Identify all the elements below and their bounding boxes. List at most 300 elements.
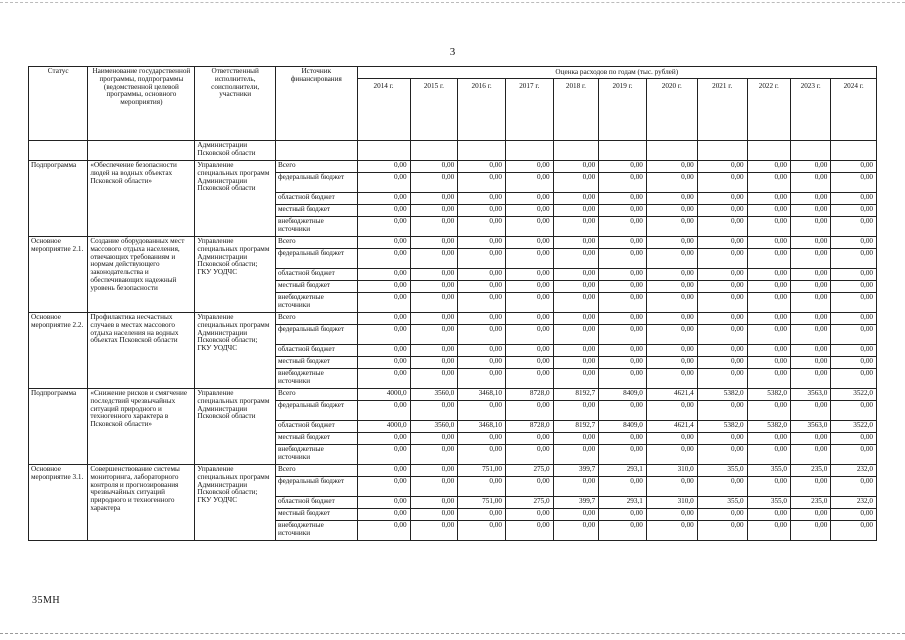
value-cell: 4621,4 bbox=[646, 421, 697, 433]
value-cell: 0,00 bbox=[505, 281, 553, 293]
value-cell: 0,00 bbox=[458, 193, 506, 205]
value-cell: 0,00 bbox=[791, 161, 831, 173]
value-cell: 0,00 bbox=[357, 477, 410, 497]
value-cell: 0,00 bbox=[553, 281, 599, 293]
header-year: 2018 г. bbox=[553, 79, 599, 141]
block-name: «Обеспечение безопасности людей на водных объектах Псковской области» bbox=[88, 161, 195, 237]
value-cell: 275,0 bbox=[505, 497, 553, 509]
value-cell: 0,00 bbox=[747, 193, 790, 205]
value-cell: 0,00 bbox=[357, 357, 410, 369]
value-cell: 0,00 bbox=[505, 269, 553, 281]
value-cell: 0,00 bbox=[697, 269, 747, 281]
value-cell: 0,00 bbox=[791, 401, 831, 421]
value-cell: 8192,7 bbox=[553, 421, 599, 433]
header-year: 2019 г. bbox=[599, 79, 647, 141]
value-cell: 0,00 bbox=[791, 509, 831, 521]
value-cell: 0,00 bbox=[357, 345, 410, 357]
value-cell: 0,00 bbox=[410, 269, 458, 281]
value-cell: 0,00 bbox=[357, 369, 410, 389]
value-cell: 0,00 bbox=[458, 173, 506, 193]
value-cell: 0,00 bbox=[599, 369, 647, 389]
value-cell: 0,00 bbox=[599, 401, 647, 421]
value-cell: 0,00 bbox=[599, 293, 647, 313]
value-cell: 0,00 bbox=[410, 465, 458, 477]
value-cell: 0,00 bbox=[553, 237, 599, 249]
value-cell: 0,00 bbox=[553, 249, 599, 269]
funding-source: внебюджетные источники bbox=[275, 217, 357, 237]
value-cell: 0,00 bbox=[357, 237, 410, 249]
value-cell: 0,00 bbox=[553, 369, 599, 389]
value-cell: 0,00 bbox=[747, 173, 790, 193]
value-cell: 0,00 bbox=[458, 509, 506, 521]
value-cell: 0,00 bbox=[357, 445, 410, 465]
value-cell: 0,00 bbox=[410, 193, 458, 205]
funding-source: областной бюджет bbox=[275, 269, 357, 281]
value-cell: 0,00 bbox=[646, 249, 697, 269]
value-cell: 0,00 bbox=[831, 217, 877, 237]
value-cell: 8728,0 bbox=[505, 421, 553, 433]
value-cell: 0,00 bbox=[410, 521, 458, 541]
value-cell: 0,00 bbox=[646, 205, 697, 217]
value-cell: 0,00 bbox=[697, 205, 747, 217]
value-cell: 3563,0 bbox=[791, 389, 831, 401]
value-cell: 0,00 bbox=[505, 161, 553, 173]
table-row bbox=[29, 313, 877, 325]
value-cell: 0,00 bbox=[747, 325, 790, 345]
value-cell: 0,00 bbox=[599, 509, 647, 521]
value-cell: 0,00 bbox=[553, 173, 599, 193]
block-status: Подпрограмма bbox=[29, 389, 88, 465]
value-cell: 0,00 bbox=[505, 401, 553, 421]
value-cell: 0,00 bbox=[747, 345, 790, 357]
value-cell: 293,1 bbox=[599, 465, 647, 477]
value-cell: 0,00 bbox=[410, 293, 458, 313]
funding-source: Всего bbox=[275, 161, 357, 173]
value-cell: 399,7 bbox=[553, 497, 599, 509]
value-cell: 0,00 bbox=[458, 325, 506, 345]
value-cell: 0,00 bbox=[553, 269, 599, 281]
value-cell: 0,00 bbox=[357, 205, 410, 217]
value-cell: 0,00 bbox=[791, 357, 831, 369]
value-cell: 0,00 bbox=[357, 521, 410, 541]
value-cell: 0,00 bbox=[505, 369, 553, 389]
value-cell: 0,00 bbox=[357, 325, 410, 345]
value-cell: 0,00 bbox=[697, 293, 747, 313]
funding-source: федеральный бюджет bbox=[275, 249, 357, 269]
value-cell: 0,00 bbox=[458, 521, 506, 541]
value-cell: 0,00 bbox=[697, 161, 747, 173]
value-cell: 0,00 bbox=[697, 445, 747, 465]
value-cell: 0,00 bbox=[791, 237, 831, 249]
value-cell: 0,00 bbox=[747, 293, 790, 313]
value-cell: 0,00 bbox=[747, 401, 790, 421]
value-cell: 0,00 bbox=[410, 237, 458, 249]
value-cell: 0,00 bbox=[697, 433, 747, 445]
funding-source: федеральный бюджет bbox=[275, 401, 357, 421]
block-status: Подпрограмма bbox=[29, 161, 88, 237]
value-cell: 0,00 bbox=[553, 345, 599, 357]
value-cell: 0,00 bbox=[410, 345, 458, 357]
value-cell: 0,00 bbox=[747, 281, 790, 293]
value-cell: 0,00 bbox=[553, 509, 599, 521]
value-cell: 0,00 bbox=[505, 205, 553, 217]
value-cell: 5382,0 bbox=[747, 421, 790, 433]
value-cell: 4000,0 bbox=[357, 389, 410, 401]
value-cell: 0,00 bbox=[791, 249, 831, 269]
value-cell: 0,00 bbox=[646, 369, 697, 389]
value-cell: 0,00 bbox=[553, 193, 599, 205]
value-cell: 0,00 bbox=[646, 281, 697, 293]
value-cell: 0,00 bbox=[831, 173, 877, 193]
value-cell: 0,00 bbox=[599, 205, 647, 217]
value-cell: 355,0 bbox=[697, 465, 747, 477]
value-cell: 0,00 bbox=[410, 313, 458, 325]
value-cell: 293,1 bbox=[599, 497, 647, 509]
value-cell: 0,00 bbox=[599, 357, 647, 369]
value-cell: 4621,4 bbox=[646, 389, 697, 401]
value-cell: 0,00 bbox=[697, 249, 747, 269]
value-cell: 0,00 bbox=[505, 509, 553, 521]
value-cell: 0,00 bbox=[646, 237, 697, 249]
value-cell: 0,00 bbox=[553, 293, 599, 313]
value-cell: 0,00 bbox=[599, 193, 647, 205]
header-status: Статус bbox=[29, 67, 88, 141]
header-year: 2023 г. bbox=[791, 79, 831, 141]
funding-source: внебюджетные источники bbox=[275, 369, 357, 389]
value-cell: 3522,0 bbox=[831, 389, 877, 401]
value-cell: 0,00 bbox=[791, 293, 831, 313]
value-cell: 0,00 bbox=[410, 205, 458, 217]
value-cell: 0,00 bbox=[553, 357, 599, 369]
value-cell: 0,00 bbox=[697, 325, 747, 345]
value-cell: 0,00 bbox=[458, 313, 506, 325]
block-executor: Управление специальных программ Администрации Псковской области bbox=[195, 161, 276, 237]
value-cell: 0,00 bbox=[791, 521, 831, 541]
value-cell: 3563,0 bbox=[791, 421, 831, 433]
value-cell: 0,00 bbox=[646, 509, 697, 521]
value-cell: 0,00 bbox=[747, 369, 790, 389]
block-name: «Снижение рисков и смягчение последствий чрезвычайных ситуаций природного и техногенного характера в Псковской области» bbox=[88, 389, 195, 465]
value-cell: 310,0 bbox=[646, 465, 697, 477]
value-cell: 0,00 bbox=[646, 325, 697, 345]
value-cell: 0,00 bbox=[505, 521, 553, 541]
value-cell: 0,00 bbox=[646, 477, 697, 497]
value-cell: 8728,0 bbox=[505, 389, 553, 401]
value-cell: 0,00 bbox=[646, 521, 697, 541]
value-cell: 0,00 bbox=[505, 345, 553, 357]
value-cell: 0,00 bbox=[791, 433, 831, 445]
value-cell: 0,00 bbox=[697, 237, 747, 249]
value-cell: 0,00 bbox=[791, 217, 831, 237]
value-cell: 0,00 bbox=[410, 173, 458, 193]
value-cell: 235,0 bbox=[791, 465, 831, 477]
value-cell: 355,0 bbox=[747, 465, 790, 477]
value-cell: 0,00 bbox=[697, 313, 747, 325]
value-cell: 0,00 bbox=[458, 477, 506, 497]
value-cell: 0,00 bbox=[599, 313, 647, 325]
header-estimate: Оценка расходов по годам (тыс. рублей) bbox=[357, 67, 876, 79]
value-cell: 0,00 bbox=[791, 205, 831, 217]
value-cell: 0,00 bbox=[646, 217, 697, 237]
value-cell: 0,00 bbox=[747, 357, 790, 369]
value-cell: 0,00 bbox=[831, 369, 877, 389]
continuation-executor: Администрации Псковской области bbox=[195, 141, 276, 161]
value-cell: 8192,7 bbox=[553, 389, 599, 401]
value-cell: 0,00 bbox=[646, 445, 697, 465]
value-cell: 0,00 bbox=[747, 269, 790, 281]
value-cell: 0,00 bbox=[697, 521, 747, 541]
value-cell: 0,00 bbox=[747, 161, 790, 173]
value-cell: 0,00 bbox=[458, 249, 506, 269]
value-cell: 0,00 bbox=[831, 269, 877, 281]
value-cell: 0,00 bbox=[646, 357, 697, 369]
value-cell: 0,00 bbox=[505, 357, 553, 369]
value-cell: 0,00 bbox=[599, 217, 647, 237]
value-cell: 0,00 bbox=[599, 345, 647, 357]
value-cell: 0,00 bbox=[599, 325, 647, 345]
block-status: Основное мероприятие 2.1. bbox=[29, 237, 88, 313]
value-cell: 0,00 bbox=[646, 161, 697, 173]
continuation-source bbox=[275, 141, 357, 161]
header-year: 2021 г. bbox=[697, 79, 747, 141]
value-cell: 5382,0 bbox=[697, 389, 747, 401]
value-cell: 0,00 bbox=[410, 357, 458, 369]
block-executor: Управление специальных программ Администрации Псковской области bbox=[195, 389, 276, 465]
value-cell: 0,00 bbox=[646, 193, 697, 205]
value-cell: 0,00 bbox=[410, 509, 458, 521]
block-executor: Управление специальных программ Администрации Псковской области; ГКУ УОДЧС bbox=[195, 465, 276, 541]
value-cell: 0,00 bbox=[747, 217, 790, 237]
header-year: 2017 г. bbox=[505, 79, 553, 141]
funding-source: федеральный бюджет bbox=[275, 325, 357, 345]
value-cell: 0,00 bbox=[599, 521, 647, 541]
value-cell: 3522,0 bbox=[831, 421, 877, 433]
value-cell: 0,00 bbox=[458, 269, 506, 281]
block-status: Основное мероприятие 3.1. bbox=[29, 465, 88, 541]
value-cell: 355,0 bbox=[747, 497, 790, 509]
value-cell: 0,00 bbox=[505, 249, 553, 269]
value-cell: 0,00 bbox=[831, 249, 877, 269]
value-cell: 0,00 bbox=[357, 433, 410, 445]
value-cell: 0,00 bbox=[505, 237, 553, 249]
value-cell: 0,00 bbox=[697, 477, 747, 497]
header-source: Источник финансирования bbox=[275, 67, 357, 141]
header-year: 2014 г. bbox=[357, 79, 410, 141]
value-cell: 0,00 bbox=[646, 313, 697, 325]
block-name: Совершенствование системы мониторинга, лабораторного контроля и прогнозирования чрезвычайных ситуаций природного и техногенного характера bbox=[88, 465, 195, 541]
block-executor: Управление специальных программ Администрации Псковской области; ГКУ УОДЧС bbox=[195, 313, 276, 389]
block-name: Профилактика несчастных случаев в местах массового отдыха населения на водных объектах Псковской области bbox=[88, 313, 195, 389]
funding-source: местный бюджет bbox=[275, 205, 357, 217]
value-cell: 0,00 bbox=[410, 325, 458, 345]
value-cell: 0,00 bbox=[831, 509, 877, 521]
value-cell: 0,00 bbox=[553, 161, 599, 173]
value-cell: 0,00 bbox=[791, 369, 831, 389]
value-cell: 0,00 bbox=[410, 249, 458, 269]
value-cell: 3468,10 bbox=[458, 421, 506, 433]
value-cell: 0,00 bbox=[747, 521, 790, 541]
value-cell: 0,00 bbox=[747, 313, 790, 325]
funding-source: федеральный бюджет bbox=[275, 173, 357, 193]
funding-source: внебюджетные источники bbox=[275, 445, 357, 465]
value-cell: 0,00 bbox=[791, 269, 831, 281]
value-cell: 0,00 bbox=[747, 509, 790, 521]
value-cell: 275,0 bbox=[505, 465, 553, 477]
value-cell: 0,00 bbox=[357, 249, 410, 269]
value-cell: 0,00 bbox=[599, 237, 647, 249]
value-cell: 0,00 bbox=[599, 477, 647, 497]
value-cell: 0,00 bbox=[646, 173, 697, 193]
value-cell: 0,00 bbox=[357, 313, 410, 325]
value-cell: 0,00 bbox=[505, 433, 553, 445]
value-cell: 0,00 bbox=[410, 433, 458, 445]
value-cell: 5382,0 bbox=[747, 389, 790, 401]
funding-source: областной бюджет bbox=[275, 421, 357, 433]
value-cell: 399,7 bbox=[553, 465, 599, 477]
header-name: Наименование государственной программы, подпрограммы (ведомственной целевой программы, основного мероприятия) bbox=[88, 67, 195, 141]
value-cell: 0,00 bbox=[697, 173, 747, 193]
value-cell: 0,00 bbox=[831, 293, 877, 313]
value-cell: 0,00 bbox=[747, 237, 790, 249]
value-cell: 0,00 bbox=[553, 205, 599, 217]
value-cell: 0,00 bbox=[553, 445, 599, 465]
value-cell: 3560,0 bbox=[410, 389, 458, 401]
value-cell: 0,00 bbox=[357, 173, 410, 193]
funding-source: областной бюджет bbox=[275, 193, 357, 205]
funding-source: местный бюджет bbox=[275, 357, 357, 369]
value-cell: 8409,0 bbox=[599, 421, 647, 433]
value-cell: 0,00 bbox=[791, 313, 831, 325]
value-cell: 751,00 bbox=[458, 465, 506, 477]
value-cell: 0,00 bbox=[697, 509, 747, 521]
value-cell: 0,00 bbox=[791, 345, 831, 357]
funding-source: местный бюджет bbox=[275, 433, 357, 445]
value-cell: 0,00 bbox=[357, 269, 410, 281]
block-executor: Управление специальных программ Администрации Псковской области; ГКУ УОДЧС bbox=[195, 237, 276, 313]
page-bottom-edge bbox=[0, 633, 905, 634]
header-year: 2020 г. bbox=[646, 79, 697, 141]
value-cell: 0,00 bbox=[357, 193, 410, 205]
value-cell: 232,0 bbox=[831, 465, 877, 477]
value-cell: 3560,0 bbox=[410, 421, 458, 433]
value-cell: 0,00 bbox=[831, 161, 877, 173]
value-cell: 0,00 bbox=[553, 433, 599, 445]
value-cell: 0,00 bbox=[831, 433, 877, 445]
value-cell: 0,00 bbox=[831, 281, 877, 293]
funding-source: местный бюджет bbox=[275, 509, 357, 521]
value-cell: 0,00 bbox=[747, 433, 790, 445]
value-cell: 0,00 bbox=[458, 345, 506, 357]
value-cell: 0,00 bbox=[410, 217, 458, 237]
table-row bbox=[29, 465, 877, 477]
value-cell: 0,00 bbox=[505, 217, 553, 237]
value-cell: 0,00 bbox=[831, 325, 877, 345]
page-top-edge bbox=[0, 2, 905, 3]
value-cell: 0,00 bbox=[505, 173, 553, 193]
value-cell: 0,00 bbox=[505, 477, 553, 497]
value-cell: 232,0 bbox=[831, 497, 877, 509]
value-cell: 0,00 bbox=[505, 445, 553, 465]
funding-source: внебюджетные источники bbox=[275, 293, 357, 313]
value-cell: 0,00 bbox=[458, 293, 506, 313]
value-cell: 0,00 bbox=[646, 433, 697, 445]
value-cell: 0,00 bbox=[646, 345, 697, 357]
header-year: 2022 г. bbox=[747, 79, 790, 141]
continuation-status bbox=[29, 141, 88, 161]
funding-source: Всего bbox=[275, 389, 357, 401]
value-cell: 0,00 bbox=[697, 401, 747, 421]
continuation-row bbox=[29, 141, 877, 161]
value-cell: 0,00 bbox=[791, 281, 831, 293]
value-cell: 0,00 bbox=[553, 313, 599, 325]
value-cell: 0,00 bbox=[791, 445, 831, 465]
value-cell: 0,00 bbox=[831, 237, 877, 249]
value-cell: 0,00 bbox=[791, 193, 831, 205]
value-cell: 0,00 bbox=[831, 345, 877, 357]
value-cell: 0,00 bbox=[599, 161, 647, 173]
continuation-name bbox=[88, 141, 195, 161]
value-cell: 0,00 bbox=[505, 313, 553, 325]
block-name: Создание оборудованных мест массового отдыха населения, отвечающих требованиям и нормам действующего законодательства и обеспечивающих надежный уровень безопасности bbox=[88, 237, 195, 313]
table-row bbox=[29, 161, 877, 173]
value-cell: 0,00 bbox=[553, 477, 599, 497]
expenditure-table bbox=[28, 66, 877, 541]
value-cell: 0,00 bbox=[791, 325, 831, 345]
value-cell: 751,00 bbox=[458, 497, 506, 509]
header-year: 2015 г. bbox=[410, 79, 458, 141]
header-executor: Ответственный исполнитель, соисполнители, участники bbox=[195, 67, 276, 141]
value-cell: 0,00 bbox=[599, 445, 647, 465]
funding-source: Всего bbox=[275, 237, 357, 249]
value-cell: 0,00 bbox=[831, 193, 877, 205]
value-cell: 355,0 bbox=[697, 497, 747, 509]
value-cell: 0,00 bbox=[697, 345, 747, 357]
header-year: 2024 г. bbox=[831, 79, 877, 141]
header-year: 2016 г. bbox=[458, 79, 506, 141]
value-cell: 0,00 bbox=[831, 357, 877, 369]
value-cell: 0,00 bbox=[831, 401, 877, 421]
funding-source: Всего bbox=[275, 465, 357, 477]
value-cell: 0,00 bbox=[357, 509, 410, 521]
value-cell: 0,00 bbox=[831, 313, 877, 325]
value-cell: 0,00 bbox=[646, 401, 697, 421]
value-cell: 0,00 bbox=[505, 293, 553, 313]
value-cell: 0,00 bbox=[553, 401, 599, 421]
value-cell: 0,00 bbox=[410, 477, 458, 497]
value-cell: 0,00 bbox=[357, 401, 410, 421]
value-cell: 0,00 bbox=[553, 325, 599, 345]
value-cell: 0,00 bbox=[791, 477, 831, 497]
value-cell: 0,00 bbox=[791, 173, 831, 193]
value-cell: 0,00 bbox=[458, 445, 506, 465]
funding-source: федеральный бюджет bbox=[275, 477, 357, 497]
value-cell: 235,0 bbox=[791, 497, 831, 509]
table-row bbox=[29, 389, 877, 401]
value-cell: 0,00 bbox=[697, 193, 747, 205]
value-cell: 0,00 bbox=[458, 237, 506, 249]
value-cell: 0,00 bbox=[458, 433, 506, 445]
value-cell: 0,00 bbox=[458, 161, 506, 173]
funding-source: областной бюджет bbox=[275, 497, 357, 509]
value-cell: 0,00 bbox=[458, 281, 506, 293]
value-cell: 0,00 bbox=[553, 217, 599, 237]
value-cell: 0,00 bbox=[646, 269, 697, 281]
value-cell: 0,00 bbox=[697, 217, 747, 237]
page-number: 3 bbox=[449, 46, 456, 58]
value-cell: 0,00 bbox=[357, 161, 410, 173]
value-cell: 0,00 bbox=[410, 161, 458, 173]
value-cell: 0,00 bbox=[831, 521, 877, 541]
